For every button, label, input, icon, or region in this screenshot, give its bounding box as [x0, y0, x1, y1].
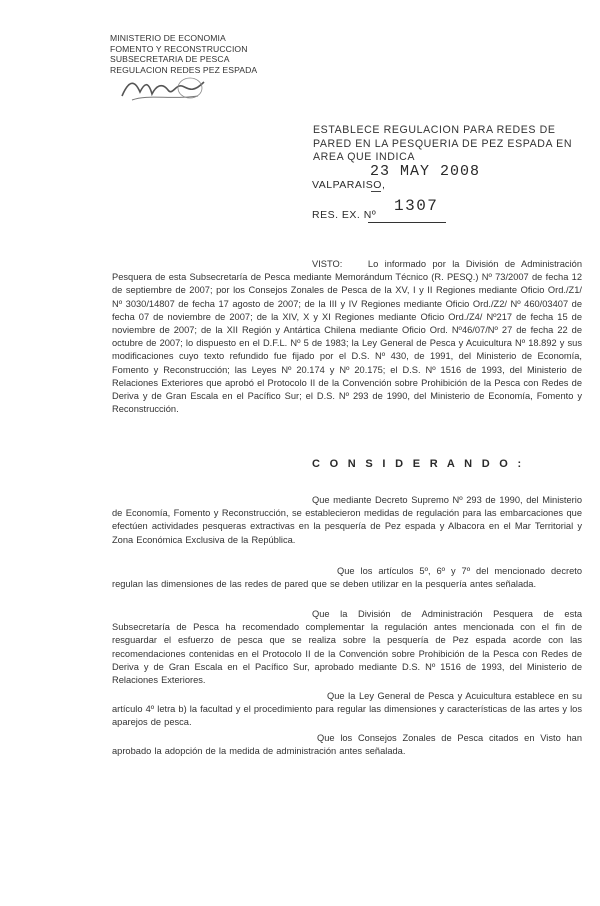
letterhead-line: SUBSECRETARIA DE PESCA — [110, 54, 230, 65]
considerando-item: Que la Ley General de Pesca y Acuicultura establece en su artículo 4º letra b) la facultad y el procedimiento para regular las dimensiones y características de las artes y los aparejos de pesca. — [112, 691, 582, 728]
divider — [371, 191, 381, 192]
letterhead-line: MINISTERIO DE ECONOMIA — [110, 33, 226, 43]
document-date: 23 MAY 2008 — [370, 163, 481, 180]
letterhead-line: FOMENTO Y RECONSTRUCCION — [110, 43, 248, 54]
resolution-underline — [368, 222, 446, 223]
letterhead — [110, 33, 257, 75]
document-subject: ESTABLECE REGULACION PARA REDES DE PARED EN LA PESQUERIA DE PEZ ESPADA EN AREA QUE INDICA — [313, 124, 573, 163]
letterhead-line: REGULACION REDES PEZ ESPADA — [110, 64, 258, 75]
resolution-label: RES. EX. Nº — [312, 209, 377, 221]
visto-paragraph — [112, 258, 582, 416]
considerando-item: Que los Consejos Zonales de Pesca citados en Visto han aprobado la adopción de la medida de administración antes señalada. — [112, 733, 582, 757]
considerando-item: Que los artículos 5º, 6º y 7º del mencionado decreto regulan las dimensiones de las redes de pared que se deben utilizar en la pesquería antes señalada. — [112, 566, 582, 590]
visto-text: Lo informado por la División de Administración Pesquera de esta Subsecretaría de Pesca mediante Memorándum Técnico (R. PESQ.) Nº 73/2007 de fecha 12 de septiembre de 2007; por los Consejos Zonales de Pesca de la XV, I y II Regiones mediante Oficio Ord./Z1/ Nº 3030/14807 de fecha 17 agosto de 2007; de la III y IV Regiones mediante Oficio Ord./Z2/ Nº 460/03407 de fecha 07 de noviembre de 2007; de la XIV, X y XI Regiones mediante Oficio Ord./Z4/ Nº217 de fecha 15 de noviembre de 2007; de la XII Región y Antártica Chilena mediante Oficio Ord. Nº46/07/Nº 27 de fecha 22 de octubre de 2007; lo dispuesto en el D.F.L. Nº 5 de 1983; la Ley General de Pesca y Acuicultura Nº 18.892 y sus modificaciones cuyo texto refundido fue fijado por el D.S. Nº 430, de 1991, del Ministerio de Economía, Fomento y Reconstrucción; las Leyes Nº 20.174 y Nº 20.175; el D.S. Nº 1516 de 1993, del Ministerio de Relaciones Exteriores que aprobó el Protocolo II de la Convención sobre Prohibición de la Pesca con Redes de Deriva y de Gran Escala en el Pacífico Sur; el D.S. Nº 293 de 1990, del Ministerio de Economía, Fomento y Reconstrucción. — [112, 259, 582, 415]
resolution-number: 1307 — [394, 197, 439, 215]
considerando-heading: C O N S I D E R A N D O : — [312, 458, 525, 470]
city-label: VALPARAISO, — [312, 179, 386, 191]
signature-stamp — [118, 74, 210, 104]
considerando-item: Que mediante Decreto Supremo Nº 293 de 1990, del Ministerio de Economía, Fomento y Reconstrucción, se establecieron medidas de regulación para las embarcaciones que efectúen actividades pesqueras extractivas en la pesquería de Pez espada y Albacora en el Mar Territorial y Zona Económica Exclusiva de la República. — [112, 495, 582, 545]
considerando-item: Que la División de Administración Pesquera de esta Subsecretaría de Pesca ha recomendado complementar la regulación antes mencionada con el fin de resguardar el esfuerzo de pesca que se realiza sobre la pesquería de Pez espada acorde con las recomendaciones contenidas en el Protocolo II de la Convención sobre Prohibición de la Pesca con Redes de Deriva y de Gran Escala en el Pacífico Sur, aprobado mediante D.S. Nº 1516 de 1993, del Ministerio de Relaciones Exteriores. — [112, 609, 582, 686]
visto-label: VISTO: — [312, 259, 343, 269]
